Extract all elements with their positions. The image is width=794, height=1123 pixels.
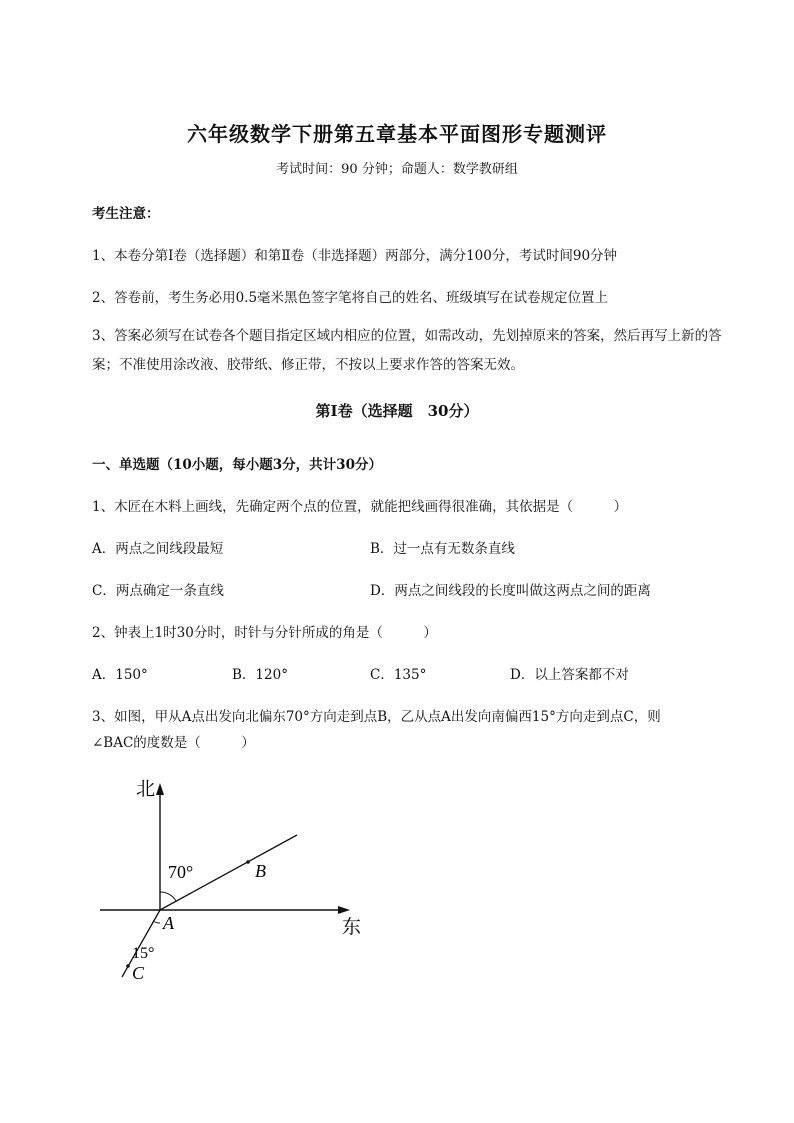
north-label: 北 xyxy=(136,779,156,800)
point-c-dot xyxy=(126,964,130,968)
question-2-stem: 2、钟表上1时30分时，时针与分针所成的角是（ ） xyxy=(92,625,437,641)
page-title: 六年级数学下册第五章基本平面图形专题测评 xyxy=(187,122,607,146)
angle-70-arc xyxy=(160,892,176,901)
question-1-stem: 1、木匠在木料上画线，先确定两个点的位置，就能把线画得很准确，其依据是（ ） xyxy=(92,499,628,515)
east-label: 东 xyxy=(342,917,362,938)
angle-15-arc xyxy=(153,921,160,923)
notice-heading: 考生注意： xyxy=(92,206,160,222)
question-3-stem-line1: 3、如图，甲从A点出发向北偏东70°方向走到点B，乙从点A出发向南偏西15°方向走到点C，则 xyxy=(92,709,661,725)
question-1-option-c[interactable]: C．两点确定一条直线 xyxy=(92,583,224,599)
question-1-option-d[interactable]: D．两点之间线段的长度叫做这两点之间的距离 xyxy=(370,583,651,599)
question-1-option-b[interactable]: B．过一点有无数条直线 xyxy=(370,541,515,557)
angle-70-label: 70° xyxy=(168,862,194,882)
notice-item-2: 2、答卷前，考生务必用0.5毫米黑色签字笔将自己的姓名、班级填写在试卷规定位置上 xyxy=(92,290,609,306)
section-title: 第Ⅰ卷（选择题 30分） xyxy=(315,402,479,420)
point-b-label: B xyxy=(255,861,266,881)
notice-item-1: 1、本卷分第Ⅰ卷（选择题）和第Ⅱ卷（非选择题）两部分，满分100分，考试时间90分钟 xyxy=(92,248,618,264)
question-2-option-d[interactable]: D．以上答案都不对 xyxy=(510,667,629,683)
angle-15-label: 15° xyxy=(132,945,155,962)
east-arrow-icon xyxy=(338,906,350,914)
question-2-option-c[interactable]: C．135° xyxy=(370,667,427,683)
direction-angle-figure xyxy=(90,765,380,995)
point-c-label: C xyxy=(132,963,145,983)
question-1-option-a[interactable]: A．两点之间线段最短 xyxy=(92,541,224,557)
question-2-option-b[interactable]: B．120° xyxy=(232,667,288,683)
notice-item-3: 3、答案必须写在试卷各个题目指定区域内相应的位置，如需改动，先划掉原来的答案，然后再写上新的答案；不准使用涂改液、胶带纸、修正带，不按以上要求作答的答案无效。 xyxy=(92,328,722,373)
point-a-label: A xyxy=(163,913,174,933)
north-arrow-icon xyxy=(156,783,164,795)
part-heading: 一、单选题（10小题，每小题3分，共计30分） xyxy=(92,457,382,473)
point-b-dot xyxy=(246,860,250,864)
exam-info: 考试时间：90 分钟；命题人：数学教研组 xyxy=(276,162,518,177)
question-3-stem-line2: ∠BAC的度数是（ ） xyxy=(92,735,255,751)
question-2-option-a[interactable]: A．150° xyxy=(92,667,148,683)
